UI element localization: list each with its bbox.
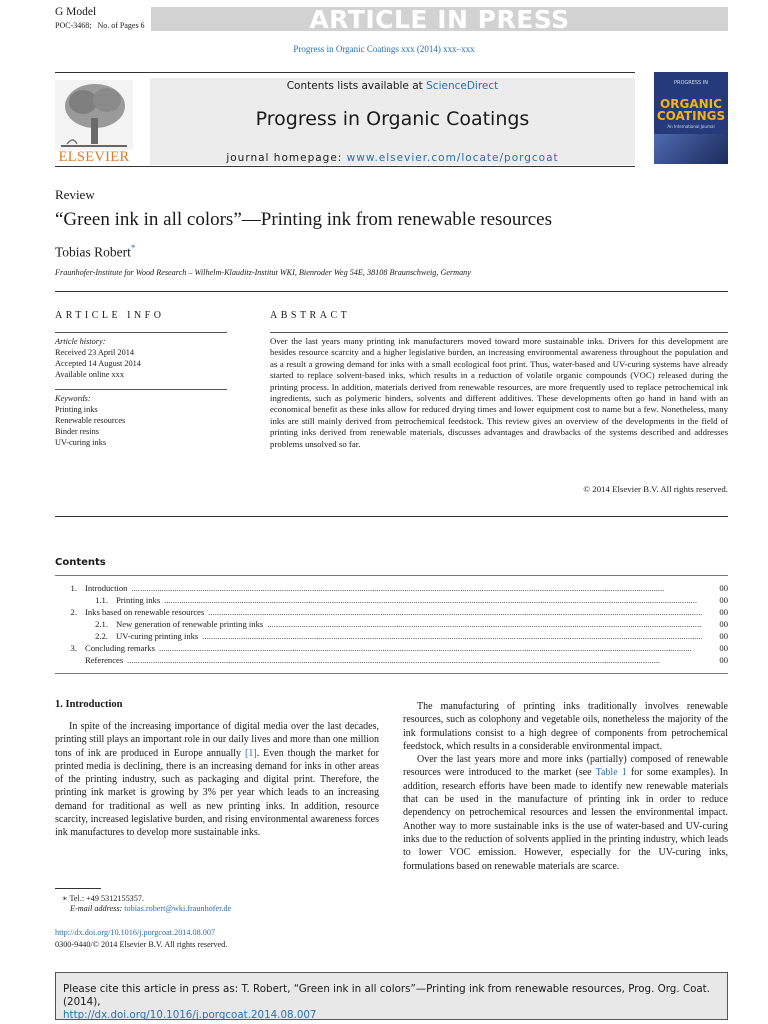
history-label: Article history:: [55, 337, 106, 346]
body-column-left: [55, 720, 379, 840]
renewable-text-a: Over the last years more and more inks (partially) composed of renewable resources were introduced to the market (see: [403, 754, 728, 779]
toc-leader: [131, 583, 702, 593]
toc-title: UV-curing printing inks: [116, 631, 199, 641]
intro-text-b: . Even though the market for printed media is declining, there is an increasing demand for inks in other areas of the printing industry, such as packaging and digital print. Therefore, the printing ink market is growing by 3% per year which leads to an increasing demand for traditional as well as new printing inks. In addition, resource scarcity, increased legislative burden, and rising environmental awareness forces ink manufactures to develop more sustainable inks.: [55, 747, 380, 839]
manuscript-id: [55, 21, 145, 30]
journal-reference-link[interactable]: Progress in Organic Coatings xxx (2014) xxx–xxx: [293, 44, 475, 54]
toc-item-printing-inks[interactable]: [55, 595, 728, 607]
doi-link[interactable]: http://dx.doi.org/10.1016/j.porgcoat.2014.08.007: [55, 928, 216, 937]
toc-item-uv-curing[interactable]: [55, 631, 728, 643]
toc-leader: [267, 619, 702, 629]
toc-page: 00: [719, 643, 728, 653]
journal-title: Progress in Organic Coatings: [255, 108, 530, 130]
toc-page: 00: [719, 607, 728, 617]
homepage-link[interactable]: www.elsevier.com/locate/porgcoat: [346, 152, 559, 164]
abstract-divider-rule: [55, 516, 728, 517]
abstract-copyright: © 2014 Elsevier B.V. All rights reserved.: [583, 484, 728, 494]
article-type: Review: [55, 187, 95, 202]
issn-copyright: 0300-9440/© 2014 Elsevier B.V. All rights reserved.: [55, 939, 228, 949]
masthead-bottom-rule: [55, 166, 635, 167]
email-label: E-mail address:: [70, 904, 125, 913]
footnote-telephone: ∗ Tel.: +49 5312155357.: [62, 894, 145, 903]
article-history: [55, 336, 227, 380]
journal-cover-image[interactable]: [654, 72, 728, 164]
keyword-item: Renewable resources: [55, 416, 126, 425]
email-link[interactable]: tobias.robert@wki.fraunhofer.de: [124, 904, 232, 913]
manufacturing-paragraph: The manufacturing of printing inks traditionally involves renewable resources, such as colophony and vegetable oils, nonetheless the majority of the ink formulations consist to a high degree of components from petrochemical feedstock, which results in a considerable environmental impact.: [403, 701, 728, 752]
renewable-text-b: for some examples). In addition, research efforts have been made to identify new renewable materials that can be used in the manufacture of printing ink in order to reduce dependency on petrochemical resources and lessen the environmental impact. Another way to more sustainable inks is the use of water-based and UV-curing inks due to the reduction of solvents applied in the printing industry, which leads to lower VOC emission. However, especially for the UV-curing inks, formulations based on renewable materials are scarce.: [403, 767, 728, 872]
toc-title: Concluding remarks: [85, 643, 155, 653]
toc-page: 00: [719, 619, 728, 629]
toc-leader: [127, 655, 702, 665]
toc-title: Inks based on renewable resources: [85, 607, 205, 617]
sciencedirect-link[interactable]: ScienceDirect: [426, 80, 499, 92]
toc-number: 2.1.: [95, 619, 108, 629]
toc-title: Introduction: [85, 583, 128, 593]
toc-title: Printing inks: [116, 595, 161, 605]
abstract-text: Over the last years many printing ink manufacturers moved toward more sustainable inks. Drivers for this development are besides resource scarcity and a higher legislative burden, an increasing environmental awareness throughout the population and as a result a growing demand for inks with a small ecological foot print. Thus, water-based and UV-curing systems have already started to replace solvent-based inks, which results in a reduction of volatile organic compounds (VOC) released during the printing process. In addition, materials derived from renewable resources, are more frequently used to replace petrochemical ink ingredients, such as polymeric binders, solvents and different additives. These developments often go hand in hand with an economical benefit as these inks allow for reduced drying times and lower equipment cost to name but a few. Nonetheless, many inks are still mainly derived from petrochemical feedstock. This review gives an overview of the developments in the field of printing inks derived from renewable materials, discusses advantages and drawbacks of the systems described and addresses problems unsolved so far.: [270, 336, 728, 449]
citation-text: [63, 983, 723, 1022]
cover-title: ORGANIC COATINGS: [656, 97, 726, 123]
toc-page: 00: [719, 655, 728, 665]
keywords: [55, 393, 227, 448]
cover-subtitle: An International Journal: [667, 124, 715, 129]
head-divider-rule: [55, 291, 728, 292]
toc-leader: [164, 595, 702, 605]
author: [55, 243, 135, 261]
table-reference-link[interactable]: Table 1: [595, 767, 627, 779]
doi-block: [55, 927, 227, 950]
renewable-inks-paragraph: [403, 753, 728, 873]
keyword-item: UV-curing inks: [55, 438, 107, 447]
keywords-rule: [55, 389, 227, 390]
toc-item-references[interactable]: [55, 655, 728, 667]
g-model-label: G Model: [55, 6, 97, 18]
history-accepted: Accepted 14 August 2014: [55, 359, 141, 368]
toc-item-inks-renewable[interactable]: [55, 607, 728, 619]
contents-available-text: Contents lists available at: [286, 80, 427, 92]
article-title: “Green ink in all colors”—Printing ink from renewable resources: [55, 209, 553, 230]
author-name[interactable]: Tobias Robert: [55, 244, 131, 260]
toc-number: 2.2.: [95, 631, 108, 641]
footnote-rule: [55, 888, 101, 889]
poc-id: POC-3468;: [55, 21, 92, 30]
author-affiliation: Fraunhofer-Institute for Wood Research – Wilhelm-Klauditz-Institut WKI, Bienroder Weg 54E, 38108 Braunschweig, Germany: [55, 268, 471, 277]
toc-number: 1.: [70, 583, 77, 593]
keyword-item: Printing inks: [55, 405, 98, 414]
intro-text-a: In spite of the increasing importance of digital media over the last decades, printing still plays an important role in our daily lives and more than one million tons of ink are produced in Europe annually: [55, 721, 379, 759]
keyword-item: Binder resins: [55, 427, 100, 436]
cover-top-line: PROGRESS IN: [673, 80, 709, 86]
elsevier-tree-logo-icon: [55, 80, 133, 150]
toc-number: 3.: [70, 643, 77, 653]
article-in-press-text: ARTICLE IN PRESS: [309, 5, 570, 34]
keywords-label: Keywords:: [55, 394, 91, 403]
elsevier-wordmark: ELSEVIER: [58, 149, 130, 165]
article-info-rule: [55, 332, 227, 333]
contents-available: [150, 80, 635, 92]
toc-leader: [159, 643, 702, 653]
toc-leader: [208, 607, 702, 617]
toc-number: 1.1.: [95, 595, 108, 605]
toc-page: 00: [719, 595, 728, 605]
author-footnote-mark[interactable]: *: [130, 243, 136, 253]
journal-homepage: [150, 152, 635, 164]
history-received: Received 23 April 2014: [55, 348, 135, 357]
article-info-heading: ARTICLE INFO: [55, 310, 165, 321]
toc-item-new-generation[interactable]: [55, 619, 728, 631]
toc-item-introduction[interactable]: [55, 583, 728, 595]
intro-paragraph: [55, 720, 379, 840]
abstract-rule: [270, 332, 728, 333]
footnote-email: [70, 904, 231, 913]
toc-page: 00: [719, 631, 728, 641]
body-column-right: [403, 700, 728, 873]
toc-title: References: [85, 655, 124, 665]
contents-rule: [55, 575, 728, 576]
homepage-label: journal homepage:: [226, 152, 347, 164]
section-title-introduction: 1. Introduction: [55, 699, 123, 710]
contents-heading: Contents: [55, 557, 106, 568]
masthead-top-rule: [55, 72, 635, 73]
history-online: Available online xxx: [55, 370, 124, 379]
citation-sentence: Please cite this article in press as: T. Robert, “Green ink in all colors”—Printing ink from renewable resources, Prog. Org. Coat. (2014),: [63, 983, 710, 1008]
toc-title: New generation of renewable printing inks: [116, 619, 264, 629]
reference-link[interactable]: [1]: [245, 747, 257, 759]
toc-page: 00: [719, 583, 728, 593]
citation-doi-link[interactable]: http://dx.doi.org/10.1016/j.porgcoat.2014.08.007: [63, 1009, 317, 1021]
cover-graphic: [654, 134, 728, 164]
toc-number: 2.: [70, 607, 77, 617]
abstract-heading: ABSTRACT: [270, 310, 351, 321]
toc-leader: [202, 631, 702, 641]
contents-bottom-rule: [55, 673, 728, 674]
toc-item-concluding[interactable]: [55, 643, 728, 655]
page-count: No. of Pages 6: [97, 21, 145, 30]
